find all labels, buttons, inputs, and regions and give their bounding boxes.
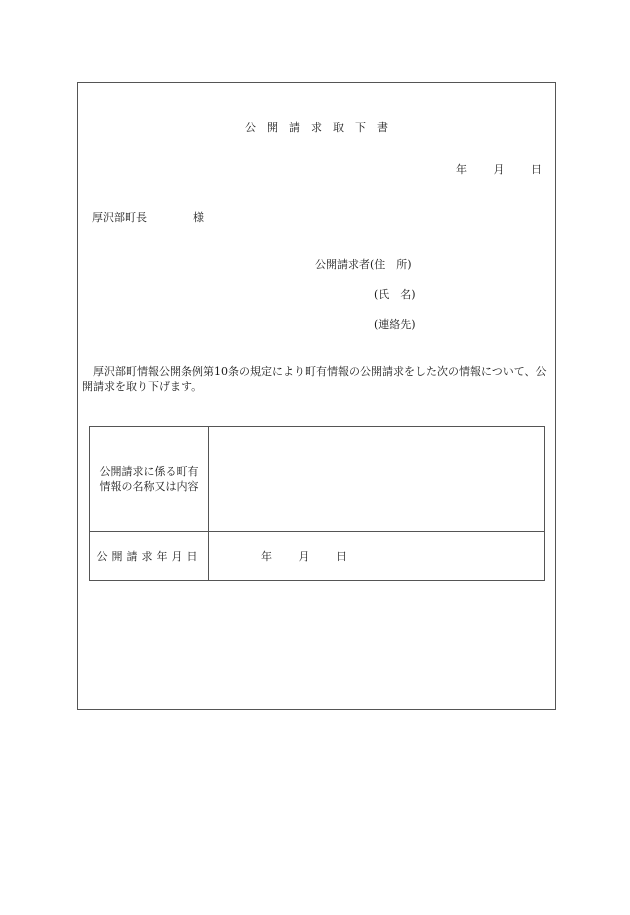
date-day-label: 日 — [531, 163, 542, 176]
requester-address-label: 公開請求者(住 所) — [315, 258, 412, 271]
request-date-label-cell: 公開請求年月日 — [90, 532, 209, 581]
request-date-month-label: 月 — [298, 550, 310, 563]
document-frame — [77, 82, 556, 710]
request-info-table — [89, 426, 545, 581]
date-year-label: 年 — [456, 163, 467, 176]
table-row — [90, 532, 545, 581]
request-date-year-label: 年 — [261, 550, 272, 563]
info-name-value-cell — [209, 427, 545, 532]
addressee — [92, 211, 204, 225]
info-name-label-line1: 公開請求に係る町有 — [99, 465, 199, 478]
table-row — [90, 427, 545, 532]
requester-name-label: (氏 名) — [374, 288, 416, 301]
request-date-value-cell — [209, 532, 545, 581]
requester-contact-label: (連絡先) — [374, 318, 416, 331]
addressee-honorific: 様 — [193, 211, 204, 224]
request-date-day-label: 日 — [336, 550, 347, 563]
date-month-label: 月 — [493, 163, 505, 176]
info-name-label-line2: 情報の名称又は内容 — [99, 480, 199, 493]
document-title: 公開請求取下書 — [245, 121, 399, 134]
submission-date — [456, 163, 542, 177]
addressee-name: 厚沢部町長 — [92, 211, 147, 224]
info-name-label-cell — [90, 427, 209, 532]
withdrawal-statement: 厚沢部町情報公開条例第10条の規定により町有情報の公開請求をした次の情報について、公開請求を取り下げます。 — [82, 365, 547, 393]
